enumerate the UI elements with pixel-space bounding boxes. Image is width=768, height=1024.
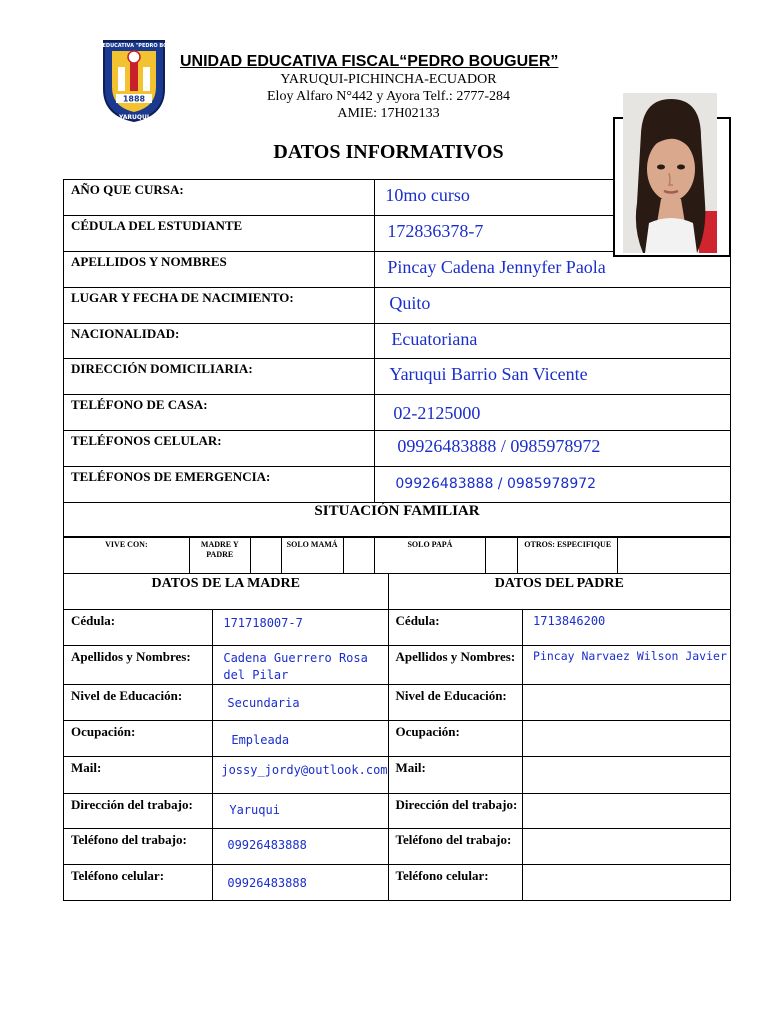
tel-casa-value: 02-2125000: [375, 395, 731, 431]
padre-section-title: DATOS DEL PADRE: [388, 574, 730, 610]
padre-tel-celular-label: Teléfono celular:: [388, 865, 522, 901]
madre-nombres-label: Apellidos y Nombres:: [64, 646, 213, 685]
madre-mail-label: Mail:: [64, 757, 213, 794]
tel-casa-label: TELÉFONO DE CASA:: [64, 395, 375, 431]
madre-ocupacion-value: Empleada: [213, 721, 388, 757]
padre-tel-trabajo-value: [523, 829, 731, 865]
row-direccion: [64, 359, 731, 395]
nacionalidad-label: NACIONALIDAD:: [64, 324, 375, 359]
svg-text:1888: 1888: [122, 94, 146, 104]
padre-cedula-value: 1713846200: [523, 610, 731, 646]
vive-con-label: VIVE CON:: [64, 538, 190, 574]
student-photo: [623, 93, 717, 253]
madre-dir-trabajo-label: Dirección del trabajo:: [64, 794, 213, 829]
direccion-label: DIRECCIÓN DOMICILIARIA:: [64, 359, 375, 395]
madre-dir-trabajo-value: Yaruqui: [213, 794, 388, 829]
svg-text:UNIDAD EDUCATIVA "PEDRO BOUGUE: UNIDAD EDUCATIVA "PEDRO BOUGUER": [78, 43, 190, 49]
padre-educacion-value: [523, 685, 731, 721]
madre-tel-celular-label: Teléfono celular:: [64, 865, 213, 901]
madre-tel-trabajo-value: 09926483888: [213, 829, 388, 865]
madre-tel-trabajo-label: Teléfono del trabajo:: [64, 829, 213, 865]
padre-mail-label: Mail:: [388, 757, 522, 794]
tel-emerg-label: TELÉFONOS DE EMERGENCIA:: [64, 467, 375, 503]
lugar-value: Quito: [375, 288, 731, 324]
school-location: YARUQUI-PICHINCHA-ECUADOR: [280, 72, 497, 87]
madre-mail-value: jossy_jordy@outlook.com: [213, 757, 388, 794]
madre-padre-label: MADRE Y PADRE: [189, 538, 250, 574]
padre-tel-trabajo-label: Teléfono del trabajo:: [388, 829, 522, 865]
row-nacionalidad: [64, 324, 731, 359]
cedula-label: CÉDULA DEL ESTUDIANTE: [64, 216, 375, 252]
curso-label: AÑO QUE CURSA:: [64, 180, 375, 216]
family-situation-table: [63, 537, 731, 574]
madre-tel-celular-value: 09926483888: [213, 865, 388, 901]
tel-cel-value: 09926483888 / 0985978972: [375, 431, 731, 467]
padre-tel-celular-value: [523, 865, 731, 901]
solo-papa-label: SOLO PAPÁ: [374, 538, 486, 574]
school-name: UNIDAD EDUCATIVA FISCAL“PEDRO BOUGUER”: [180, 53, 559, 70]
row-tel-emerg: [64, 467, 731, 503]
madre-educacion-value: Secundaria: [213, 685, 388, 721]
padre-nombres-value: Pincay Narvaez Wilson Javier: [523, 646, 731, 685]
nombres-value: Pincay Cadena Jennyfer Paola: [375, 252, 731, 288]
tel-emerg-value: 09926483888 / 0985978972: [375, 467, 731, 503]
row-lugar: [64, 288, 731, 324]
padre-dir-trabajo-value: [523, 794, 731, 829]
parents-table: [63, 573, 731, 901]
madre-ocupacion-label: Ocupación:: [64, 721, 213, 757]
solo-papa-checkbox[interactable]: [486, 538, 518, 574]
row-tel-casa: [64, 395, 731, 431]
padre-educacion-label: Nivel de Educación:: [388, 685, 522, 721]
cedula-value: 172836378-7: [375, 216, 731, 252]
padre-cedula-label: Cédula:: [388, 610, 522, 646]
solo-mama-checkbox[interactable]: [343, 538, 374, 574]
madre-padre-checkbox[interactable]: [250, 538, 281, 574]
otros-field[interactable]: [618, 538, 731, 574]
page-title: DATOS INFORMATIVOS: [273, 141, 504, 163]
situacion-familiar-title: SITUACIÓN FAMILIAR: [64, 503, 731, 537]
lugar-label: LUGAR Y FECHA DE NACIMIENTO:: [64, 288, 375, 324]
padre-dir-trabajo-label: Dirección del trabajo:: [388, 794, 522, 829]
madre-cedula-value: 171718007-7: [213, 610, 388, 646]
padre-mail-value: [523, 757, 731, 794]
otros-label: OTROS: ESPECIFIQUE: [518, 538, 618, 574]
direccion-value: Yaruqui Barrio San Vicente: [375, 359, 731, 395]
solo-mama-label: SOLO MAMÁ: [281, 538, 343, 574]
svg-text:YARUQUI: YARUQUI: [118, 114, 150, 121]
madre-nombres-value: Cadena Guerrero Rosa del Pilar: [213, 646, 388, 685]
padre-ocupacion-value: [523, 721, 731, 757]
padre-ocupacion-label: Ocupación:: [388, 721, 522, 757]
school-address: Eloy Alfaro N°442 y Ayora Telf.: 2777-284: [267, 89, 510, 104]
madre-educacion-label: Nivel de Educación:: [64, 685, 213, 721]
row-tel-cel: [64, 431, 731, 467]
padre-nombres-label: Apellidos y Nombres:: [388, 646, 522, 685]
madre-section-title: DATOS DE LA MADRE: [64, 574, 389, 610]
tel-cel-label: TELÉFONOS CELULAR:: [64, 431, 375, 467]
school-amie: AMIE: 17H02133: [337, 106, 440, 121]
curso-value: 10mo curso: [375, 180, 731, 216]
row-situacion-title: [64, 503, 731, 537]
nombres-label: APELLIDOS Y NOMBRES: [64, 252, 375, 288]
school-logo: [78, 37, 190, 123]
madre-cedula-label: Cédula:: [64, 610, 213, 646]
nacionalidad-value: Ecuatoriana: [375, 324, 731, 359]
